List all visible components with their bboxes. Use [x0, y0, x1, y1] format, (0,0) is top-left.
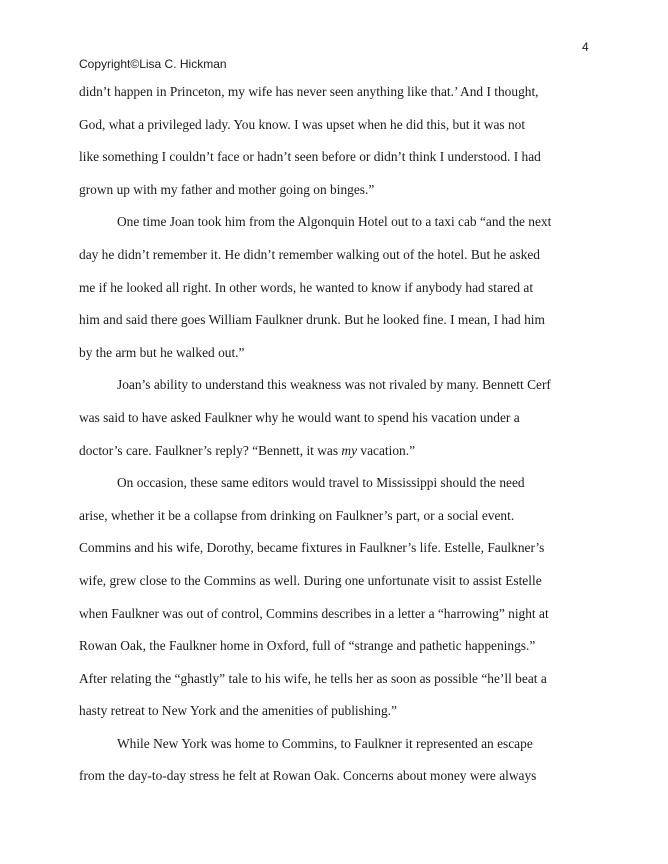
text-line: God, what a privileged lady. You know. I was upset when he did this, but it was not [79, 116, 526, 132]
text-line: Joan’s ability to understand this weakness was not rivaled by many. Bennett Cerf [117, 377, 551, 393]
text-line: arise, whether it be a collapse from drinking on Faulkner’s part, or a social event. [79, 507, 515, 523]
text-line: grown up with my father and mother going on binges.” [79, 181, 375, 197]
text-line: While New York was home to Commins, to Faulkner it represented an escape [117, 735, 533, 751]
text-run: doctor’s care. Faulkner’s reply? “Bennett, it was [79, 442, 342, 458]
page-number: 4 [582, 40, 589, 54]
text-line: After relating the “ghastly” tale to his wife, he tells her as soon as possible “he’ll beat a [79, 670, 547, 686]
copyright-notice: Copyright©Lisa C. Hickman [79, 57, 227, 71]
text-line: wife, grew close to the Commins as well. During one unfortunate visit to assist Estelle [79, 572, 542, 588]
text-line: day he didn’t remember it. He didn’t remember walking out of the hotel. But he asked [79, 246, 540, 262]
paragraph [79, 728, 609, 793]
text-line: Commins and his wife, Dorothy, became fixtures in Faulkner’s life. Estelle, Faulkner’s [79, 540, 545, 556]
text-line: didn’t happen in Princeton, my wife has never seen anything like that.’ And I thought, [79, 84, 539, 99]
text-line: from the day-to-day stress he felt at Rowan Oak. Concerns about money were always [79, 768, 537, 784]
text-line: hasty retreat to New York and the amenities of publishing.” [79, 703, 397, 719]
text-line: On occasion, these same editors would travel to Mississippi should the need [117, 475, 525, 491]
text-line: when Faulkner was out of control, Commins describes in a letter a “harrowing” night at [79, 605, 549, 621]
paragraph [79, 76, 609, 206]
paragraph [79, 467, 609, 728]
text-line: by the arm but he walked out.” [79, 344, 245, 360]
paragraph [79, 369, 609, 467]
text-line: One time Joan took him from the Algonquin Hotel out to a taxi cab “and the next [117, 214, 552, 230]
text-line: was said to have asked Faulkner why he would want to spend his vacation under a [79, 409, 520, 425]
text-run: vacation.” [357, 442, 416, 458]
paragraph [79, 206, 609, 369]
text-line [79, 443, 415, 458]
body-text [79, 76, 609, 793]
text-line: Rowan Oak, the Faulkner home in Oxford, full of “strange and pathetic happenings.” [79, 638, 536, 654]
text-line: him and said there goes William Faulkner drunk. But he looked fine. I mean, I had him [79, 312, 545, 328]
emphasized-text: my [341, 442, 358, 458]
text-line: like something I couldn’t face or hadn’t seen before or didn’t think I understood. I had [79, 149, 541, 165]
text-line: me if he looked all right. In other words, he wanted to know if anybody had stared at [79, 279, 534, 295]
